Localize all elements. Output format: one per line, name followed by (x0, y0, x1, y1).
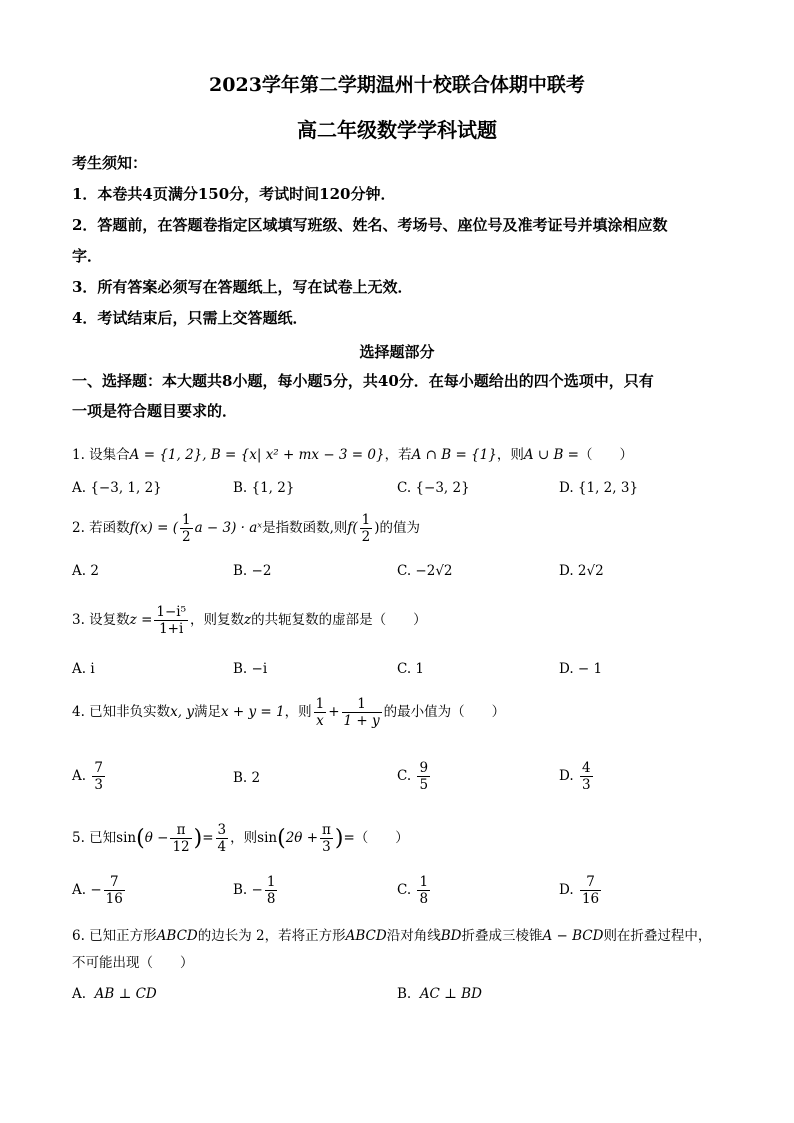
q2-fh: f( (347, 520, 358, 536)
q4-option-a: A. $\frac{7}{3}$ (72, 760, 103, 793)
q4-option-d: D. $\frac{4}{3}$ (559, 760, 591, 793)
q5-sin-1: sin (116, 830, 137, 846)
q1-post: ，则 (496, 447, 524, 463)
q4-cond: x + y = 1 (221, 704, 285, 720)
q4-pre: 4. 已知非负实数 (72, 704, 171, 720)
q5-pre: 5. 已知 (72, 830, 117, 846)
section-intro-2: 一项是符合题目要求的． (72, 402, 238, 420)
q1-ask: A ∪ B = (523, 447, 579, 463)
q3-z: z = (129, 612, 153, 628)
section-heading: 选择题部分 (359, 343, 435, 361)
q2-half-frac: $\frac{1}{2}$ (181, 512, 191, 545)
q5-pi-3: $\frac{\pi}{3}$ (322, 822, 331, 855)
q1-cond: A ∩ B = {1} (411, 447, 497, 463)
q3-option-a: A. i (72, 661, 95, 677)
q3-option-c: C. 1 (397, 661, 425, 677)
q2-pre: 2. 若函数 (72, 520, 130, 536)
q4-post: 的最小值为（ ） (383, 704, 506, 720)
q1-option-a: A. {−3, 1, 2} (72, 480, 162, 496)
note-4: 4．考试结束后，只需上交答题纸． (72, 309, 308, 327)
section-intro-1: 一、选择题：本大题共8小题，每小题5分，共40分．在每小题给出的四个选项中，只有 (72, 372, 654, 390)
q3-post: ，则复数 (190, 612, 245, 628)
q4-d2: 1 + y (343, 713, 380, 729)
note-3: 3．所有答案必须写在答题纸上，写在试卷上无效． (72, 278, 413, 296)
question-3 (72, 604, 427, 637)
question-6-line-1: 6. 已知正方形ABCD的边长为 2，若将正方形ABCD沿对角线BD折叠成三棱锥A − BCD则在折叠过程中， (72, 928, 712, 944)
q2-f: f(x) = ( (129, 520, 178, 536)
q6-option-b: B. AC ⊥ BD (397, 986, 482, 1002)
q5-eq: = (202, 830, 214, 846)
q5-option-d: D. $\frac{7}{16}$ (559, 874, 600, 907)
q2-option-c: C. −2√2 (397, 563, 453, 579)
question-5: 5. 已知sin(θ − $\frac{\pi}{12}$ )= $\frac{3}{4}$ ，则sin(2θ + $\frac{\pi}{3}$ )=（ ） (72, 822, 409, 855)
question-4: 4. 已知非负实数x, y满足x + y = 1，则 $\frac{1}{x}$ + $\frac{1}{1 + y}$ 的最小值为（ ） (72, 696, 506, 729)
q5-post: =（ ） (343, 830, 409, 846)
note-1: 1．本卷共4页满分150分，考试时间120分钟． (72, 185, 396, 203)
q6-option-a: A. AB ⊥ CD (72, 986, 157, 1002)
q5-option-b: B. − $\frac{1}{8}$ (233, 874, 276, 907)
notes-heading: 考生须知： (72, 154, 148, 172)
q4-d1: x (316, 713, 324, 729)
question-2 (72, 512, 420, 545)
exam-subtitle: 高二年级数学学科试题 (297, 118, 497, 142)
q3-option-b: B. −i (233, 661, 268, 677)
q5-sin-2: sin (257, 830, 278, 846)
note-2a: 2．答题前，在答题卷指定区域填写班级、姓名、考场号、座位号及准考证号并填涂相应数 (72, 216, 668, 234)
exam-title: 2023学年第二学期温州十校联合体期中联考 (209, 74, 585, 96)
question-1 (72, 443, 633, 463)
q5-pi-12: $\frac{\pi}{12}$ (172, 822, 190, 855)
q5-mid: ，则 (230, 830, 258, 846)
q4-option-b: B. 2 (233, 770, 261, 786)
q3-post2: 的共轭复数的虚部是（ ） (251, 612, 427, 628)
q1-option-c: C. {−3, 2} (397, 480, 470, 496)
q1-pre: 1. 设集合 (72, 447, 130, 463)
q5-option-c: C. $\frac{1}{8}$ (397, 874, 429, 907)
q2-f2: a − 3) · aˣ (194, 520, 263, 536)
q4-frac-2: $\frac{1}{1 + y}$ (343, 696, 380, 729)
q3-zv: z (244, 612, 252, 628)
q4-xy: x, y (170, 704, 194, 720)
q1-mid: ，若 (384, 447, 412, 463)
q5-theta: θ − (144, 830, 169, 846)
q2-half-frac-2: $\frac{1}{2}$ (361, 512, 371, 545)
q5-option-a: A. − $\frac{7}{16}$ (72, 874, 123, 907)
q3-option-d: D. − 1 (559, 661, 603, 677)
note-2b: 字． (72, 247, 103, 265)
q2-option-b: B. −2 (233, 563, 272, 579)
q5-theta-2: 2θ + (285, 830, 319, 846)
question-6-line-2: 不可能出现（ ） (72, 955, 194, 971)
q4-mid: 满足 (194, 704, 221, 720)
q1-option-b: B. {1, 2} (233, 480, 295, 496)
q3-den: 1+i (159, 621, 184, 637)
q4-mid2: ，则 (284, 704, 312, 720)
q1-tail: （ ） (579, 447, 633, 463)
q2-option-a: A. 2 (72, 563, 99, 579)
q2-mid: 是指数函数,则 (262, 520, 348, 536)
q1-option-d: D. {1, 2, 3} (559, 480, 639, 496)
q3-pre: 3. 设复数 (72, 612, 130, 628)
q1-sets: A = {1, 2}, B = {x| x² + mx − 3 = 0} (129, 447, 385, 463)
q3-frac (154, 604, 188, 637)
q3-num: 1−i⁵ (156, 604, 187, 620)
q5-value-frac: $\frac{3}{4}$ (217, 822, 227, 855)
q4-frac-1: $\frac{1}{x}$ (315, 696, 325, 729)
q2-option-d: D. 2√2 (559, 563, 604, 579)
q2-post: )的值为 (374, 520, 421, 536)
q4-option-c: C. $\frac{9}{5}$ (397, 760, 429, 793)
